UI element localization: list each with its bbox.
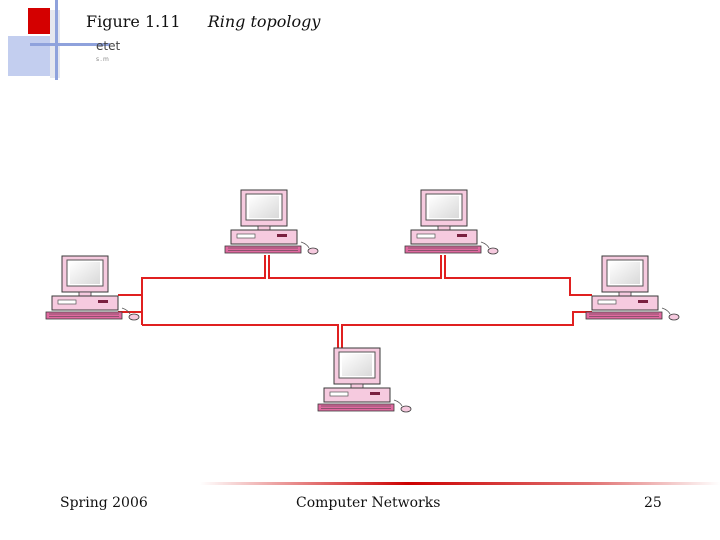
computer-top-left — [225, 190, 318, 254]
figure-caption: Ring topology — [207, 12, 321, 31]
page-number: 25 — [644, 495, 662, 511]
figure-label: Figure 1.11 — [86, 12, 181, 31]
computer-left — [46, 256, 139, 320]
footer-date: Spring 2006 — [60, 495, 148, 511]
footer-course-title: Computer Networks — [296, 495, 441, 511]
logo-subtext: s.m — [96, 56, 110, 63]
footer-divider — [200, 482, 720, 485]
computer-top-right — [405, 190, 498, 254]
logo-text: etet — [96, 39, 121, 53]
computer-right — [586, 256, 679, 320]
computer-bottom — [318, 348, 411, 412]
